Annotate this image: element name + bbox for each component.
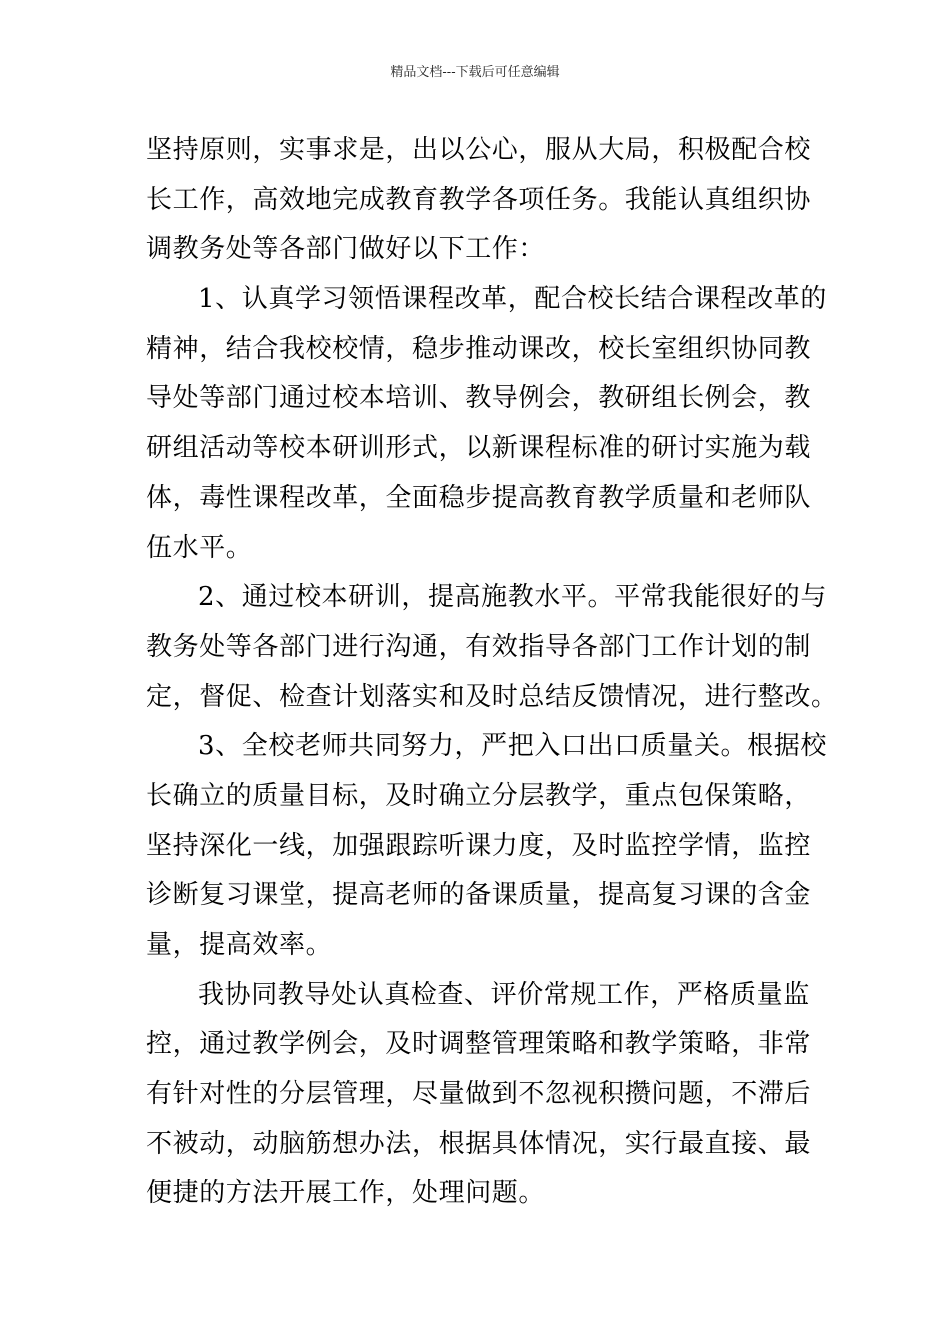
text-line: 精神，结合我校校情，稳步推动课改，校长室组织协同教 <box>146 333 812 364</box>
page-header: 精品文档---下载后可任意编辑 <box>390 65 560 80</box>
text-line: 3、全校老师共同努力，严把入口出口质量关。根据校 <box>198 731 827 762</box>
text-line: 导处等部门通过校本培训、教导例会，教研组长例会，教 <box>146 383 812 414</box>
text-line: 量，提高效率。 <box>146 930 333 960</box>
text-line: 坚持原则，实事求是，出以公心，服从大局，积极配合校 <box>146 135 812 165</box>
text-line: 有针对性的分层管理，尽量做到不忽视积攒问题，不滞后 <box>146 1079 812 1110</box>
text-line: 长工作，高效地完成教育教学各项任务。我能认真组织协 <box>146 184 812 215</box>
text-line: 2、通过校本研训，提高施教水平。平常我能很好的与 <box>198 582 827 613</box>
text-line: 控，通过教学例会，及时调整管理策略和教学策略，非常 <box>146 1029 812 1060</box>
text-line: 坚持深化一线，加强跟踪听课力度，及时监控学情，监控 <box>146 830 812 861</box>
text-line: 便捷的方法开展工作，处理问题。 <box>146 1178 546 1209</box>
text-line: 伍水平。 <box>146 532 253 563</box>
text-line: 1、认真学习领悟课程改革，配合校长结合课程改革的 <box>198 284 827 315</box>
text-line: 我协同教导处认真检查、评价常规工作，严格质量监 <box>198 979 810 1010</box>
text-line: 教务处等各部门进行沟通，有效指导各部门工作计划的制 <box>146 631 812 662</box>
text-line: 体，毒性课程改革，全面稳步提高教育教学质量和老师队 <box>146 482 812 513</box>
document-body <box>146 126 838 1219</box>
text-line: 诊断复习课堂，提高老师的备课质量，提高复习课的含金 <box>146 880 812 911</box>
text-line: 调教务处等各部门做好以下工作： <box>146 234 546 265</box>
text-line: 长确立的质量目标，及时确立分层教学，重点包保策略， <box>146 780 812 811</box>
text-line: 不被动，动脑筋想办法，根据具体情况，实行最直接、最 <box>146 1128 812 1159</box>
text-line: 定，督促、检查计划落实和及时总结反馈情况，进行整改。 <box>146 681 838 712</box>
text-line: 研组活动等校本研训形式，以新课程标准的研讨实施为载 <box>146 433 812 464</box>
